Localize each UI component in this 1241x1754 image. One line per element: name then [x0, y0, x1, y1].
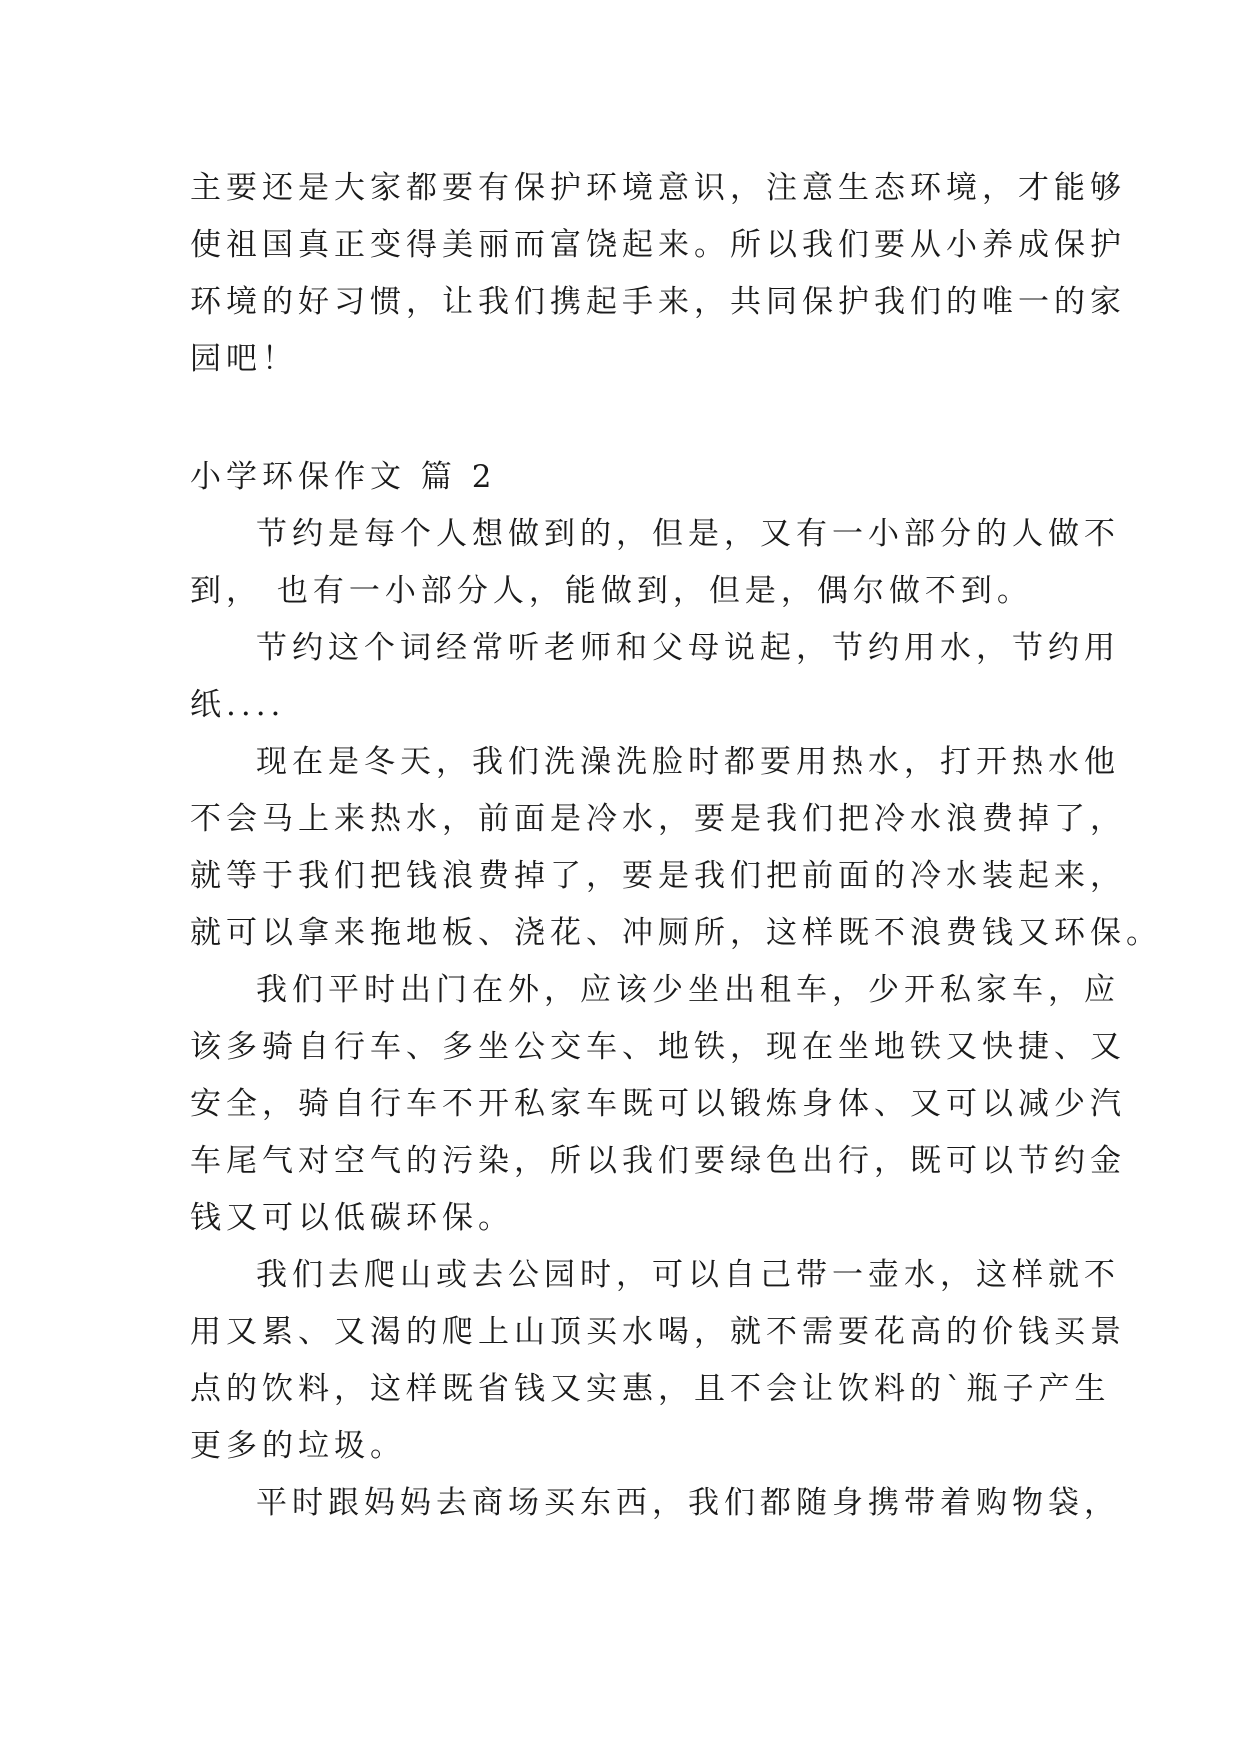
text-line: 平时跟妈妈去商场买东西，我们都随身携带着购物袋， [256, 1485, 1120, 1521]
paragraph-6 [190, 1475, 1120, 1532]
text-line: 就可以拿来拖地板、浇花、冲厕所，这样既不浪费钱又环保。 [190, 915, 1162, 951]
text-line: 纸.... [190, 687, 286, 723]
text-line: 更多的垃圾。 [190, 1428, 406, 1464]
paragraph-4 [190, 962, 1126, 1247]
text-line: 园吧！ [190, 341, 298, 377]
text-line: 安全，骑自行车不开私家车既可以锻炼身体、又可以减少汽 [190, 1086, 1126, 1122]
text-line: 使祖国真正变得美丽而富饶起来。所以我们要从小养成保护 [190, 227, 1126, 263]
text-line: 点的饮料，这样既省钱又实惠，且不会让饮料的`瓶子产生 [190, 1371, 1111, 1407]
text-line: 钱又可以低碳环保。 [190, 1200, 514, 1236]
essay-section [190, 449, 1162, 1532]
text-line: 到， 也有一小部分人，能做到，但是，偶尔做不到。 [190, 573, 1033, 609]
paragraph-2 [190, 620, 1120, 734]
text-line: 现在是冬天，我们洗澡洗脸时都要用热水，打开热水他 [256, 744, 1120, 780]
text-line: 就等于我们把钱浪费掉了，要是我们把前面的冷水装起来， [190, 858, 1126, 894]
text-line: 不会马上来热水，前面是冷水，要是我们把冷水浪费掉了， [190, 801, 1126, 837]
text-line: 用又累、又渴的爬上山顶买水喝，就不需要花高的价钱买景 [190, 1314, 1126, 1350]
text-line: 我们平时出门在外，应该少坐出租车，少开私家车，应 [256, 972, 1120, 1008]
section-heading: 小学环保作文 篇 2 [190, 459, 497, 495]
text-line: 我们去爬山或去公园时，可以自己带一壶水，这样就不 [256, 1257, 1120, 1293]
paragraph-5 [190, 1247, 1126, 1475]
text-line: 节约这个词经常听老师和父母说起，节约用水，节约用 [256, 630, 1120, 666]
text-line: 环境的好习惯，让我们携起手来，共同保护我们的唯一的家 [190, 284, 1126, 320]
intro-paragraph [190, 160, 1126, 388]
text-line: 主要还是大家都要有保护环境意识，注意生态环境，才能够 [190, 170, 1126, 206]
paragraph-1 [190, 506, 1120, 620]
text-line: 节约是每个人想做到的，但是，又有一小部分的人做不 [256, 516, 1120, 552]
text-line: 该多骑自行车、多坐公交车、地铁，现在坐地铁又快捷、又 [190, 1029, 1126, 1065]
paragraph-3 [190, 734, 1162, 962]
text-line: 车尾气对空气的污染，所以我们要绿色出行，既可以节约金 [190, 1143, 1126, 1179]
